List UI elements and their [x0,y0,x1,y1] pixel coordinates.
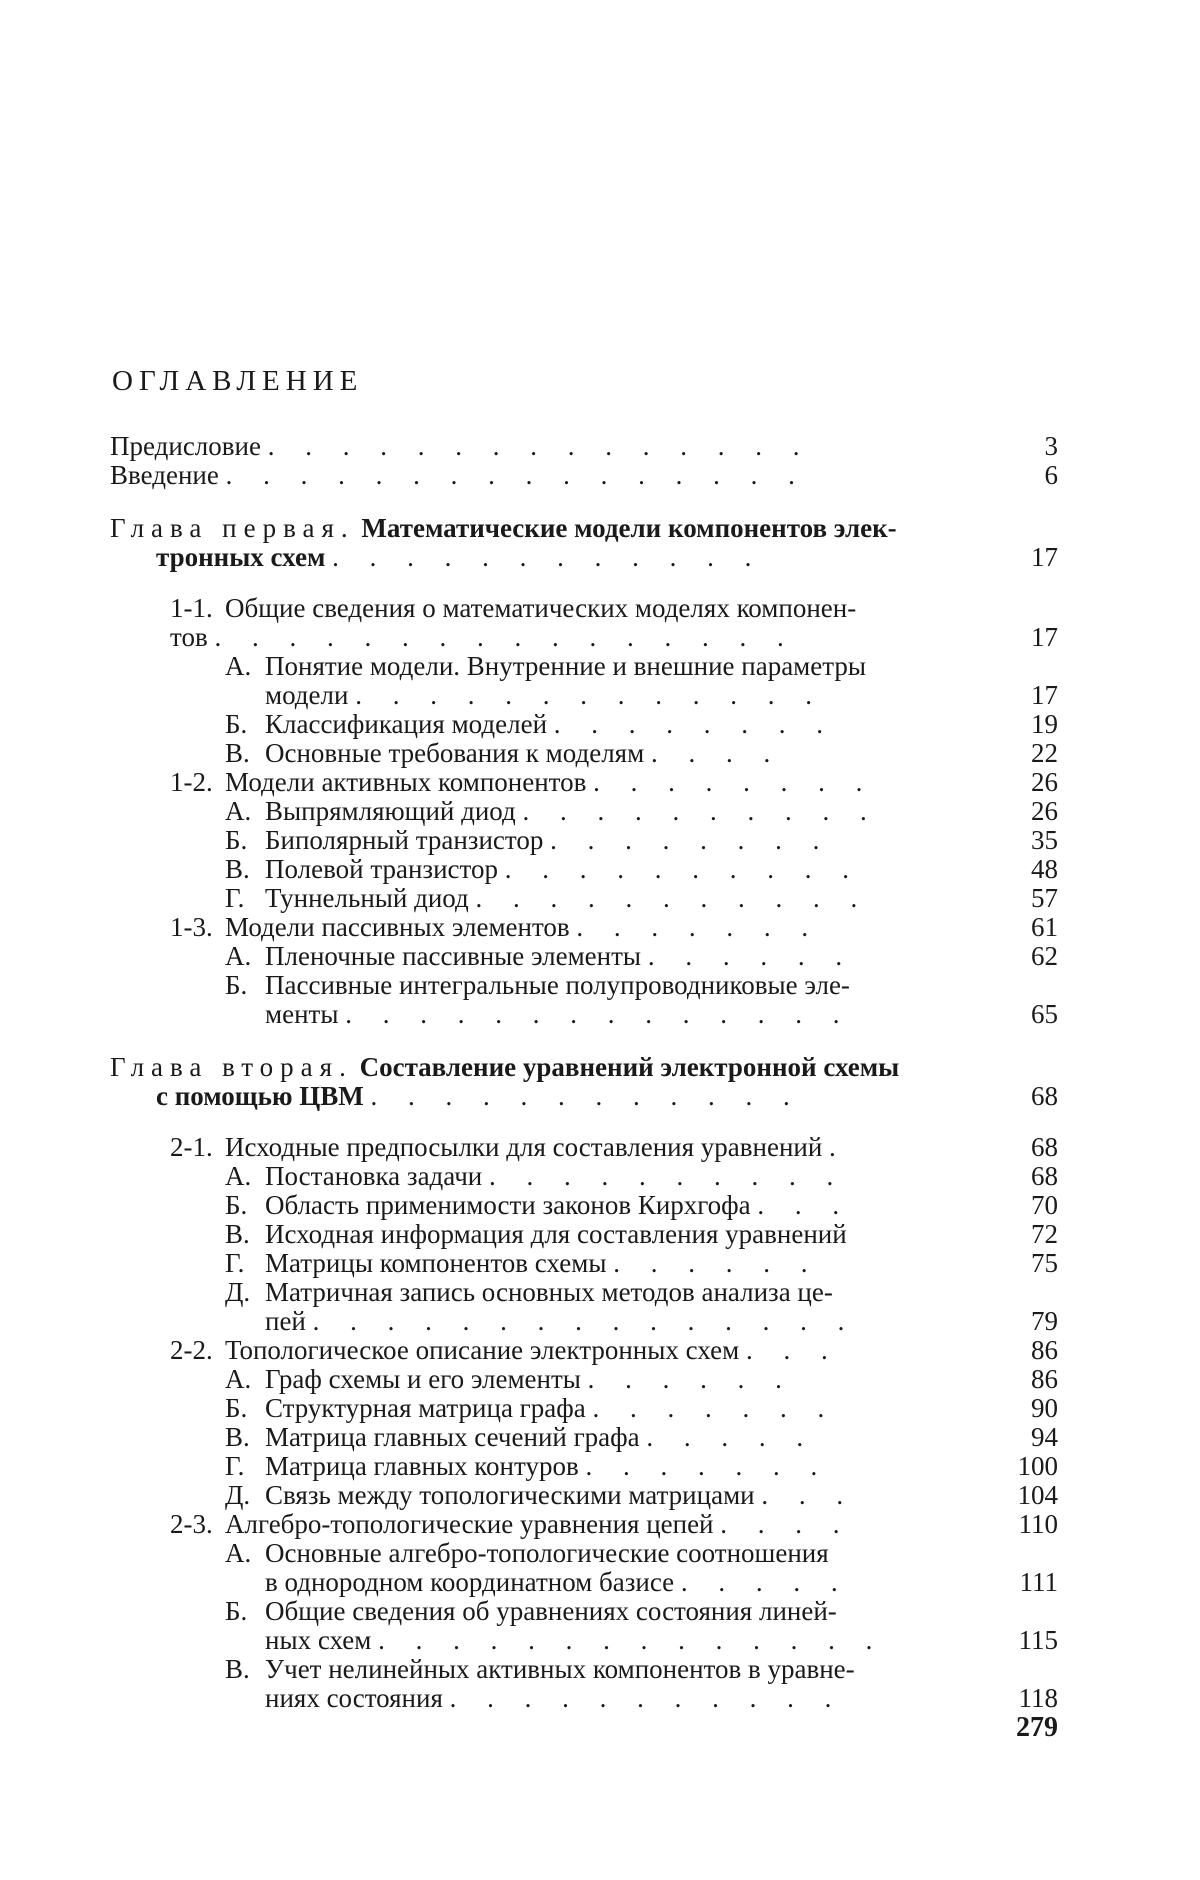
entry-text: Матрица главных сечений графа [265,1422,640,1452]
entry-page: 3 [1044,431,1058,461]
dot-leader: . . . . . . . . . . [504,854,861,884]
entry-page: 111 [1019,1567,1058,1597]
entry-text-line2: ных схем [265,1625,372,1655]
toc-entry-2-1-g [110,1249,1058,1278]
subsection-letter: А. [225,941,252,971]
toc-entry-2-2-b [110,1394,1058,1423]
subsection-letter: Б. [225,970,248,1000]
toc-entry-1-2-a [110,797,1058,826]
dot-leader: . . . . . . . . . . . . . . [378,1625,885,1655]
dot-leader: . . . . . . . . . . . . [370,1081,802,1111]
subsection-letter: Д. [225,1480,251,1510]
toc-entry-2-3-a [110,1539,1058,1597]
entry-text: Введение [110,460,219,490]
entry-page: 70 [1031,1190,1058,1220]
entry-page: 57 [1031,883,1058,913]
dot-leader: . . . . . . [587,1364,794,1394]
toc-entry-chapter-2 [110,1053,1058,1111]
entry-text-line1: Матричная запись основных методов анализа це- [265,1277,833,1307]
dot-leader: . . . . . . . . [550,825,832,855]
dot-leader: . . . . . . . [585,1451,830,1481]
subsection-letter: А. [225,1364,252,1394]
chapter-prefix: Глава вторая. [110,1052,353,1082]
toc-title: ОГЛАВЛЕНИЕ [112,365,364,397]
entry-page: 68 [1031,1132,1058,1162]
entry-page: 48 [1031,854,1058,884]
section-number: 2-1. [170,1132,213,1162]
toc-entry-introduction [110,461,1058,490]
entry-text-line1: Пассивные интегральные полупроводниковые эле- [265,970,850,1000]
section-number: 2-2. [170,1335,213,1365]
toc-entry-1-3-b [110,971,1058,1029]
section-number: 1-3. [170,912,213,942]
chapter-title-line1: Математические модели компонентов элек- [361,513,897,543]
dot-leader: . . . . . . . [576,912,821,942]
entry-page: 22 [1031,738,1058,768]
entry-text-line2: пей [265,1306,306,1336]
dot-leader: . . . . . . . [592,1393,837,1423]
entry-page: 17 [1031,542,1058,572]
entry-text: Пленочные пассивные элементы [265,941,642,971]
entry-page: 61 [1031,912,1058,942]
entry-text: Алгебро-топологические уравнения цепей [225,1509,714,1539]
toc-entry-2-3 [110,1510,1058,1539]
toc-entry-1-1-v [110,739,1058,768]
dot-leader: . . . [761,1480,856,1510]
dot-leader: . . . . . . . . . . . [475,883,870,913]
subsection-letter: А. [225,1161,252,1191]
entry-text: Основные требования к моделям [265,738,645,768]
entry-text-line1: Учет нелинейных активных компонентов в уравне- [265,1654,855,1684]
entry-text-line1: Общие сведения о математических моделях компонен- [225,593,857,623]
entry-text-line2: в однородном координатном базисе [265,1567,675,1597]
entry-text: Связь между топологическими матрицами [265,1480,755,1510]
toc-entry-2-1-b [110,1191,1058,1220]
entry-page: 19 [1031,709,1058,739]
entry-page: 104 [1017,1480,1058,1510]
subsection-letter: А. [225,1538,252,1568]
entry-text-line1: Основные алгебро-топологические соотношения [265,1538,829,1568]
entry-text: Предисловие [110,431,261,461]
subsection-letter: В. [225,1219,250,1249]
section-number: 1-1. [170,593,213,623]
entry-text: Модели пассивных элементов [225,912,570,942]
toc-entry-2-1-v [110,1220,1058,1249]
entry-text-line1: Понятие модели. Внутренние и внешние параметры [265,651,867,681]
subsection-letter: Д. [225,1277,251,1307]
entry-page: 26 [1031,796,1058,826]
entry-page: 110 [1018,1509,1058,1539]
entry-page: 75 [1031,1248,1058,1278]
dot-leader: . . . . . . . . . . [522,796,879,826]
entry-page: 68 [1031,1161,1058,1191]
dot-leader: . . . . . . . . . . . . . [355,680,824,710]
entry-page: 68 [1031,1081,1058,1111]
entry-text: Структурная матрица графа [265,1393,586,1423]
toc-entry-1-2-g [110,884,1058,913]
section-number: 1-2. [170,767,213,797]
dot-leader: . . . . [650,738,783,768]
subsection-letter: Г. [225,1451,245,1481]
entry-page: 35 [1031,825,1058,855]
entry-text: Топологическое описание электронных схем [225,1335,740,1365]
toc-entry-1-3-a [110,942,1058,971]
toc-entry-2-2-d [110,1481,1058,1510]
entry-page: 72 [1031,1219,1058,1249]
entry-page: 90 [1031,1393,1058,1423]
dot-leader: . . . . . . . . . . . . . . . . [214,622,796,652]
toc-entry-2-1-d [110,1278,1058,1336]
dot-leader: . . . . . . . . . . [488,1161,846,1191]
dot-leader: . . . [745,1335,840,1365]
entry-text: Исходные предпосылки для составления уравнений [225,1132,823,1162]
subsection-letter: В. [225,854,250,884]
toc-entry-2-2 [110,1336,1058,1365]
entry-page: 100 [1017,1451,1058,1481]
dot-leader: . . . . . [680,1567,850,1597]
entry-page: 65 [1031,999,1058,1029]
entry-text: Постановка задачи [265,1161,483,1191]
dot-leader: . . . . . . . . . . . [449,1683,844,1713]
subsection-letter: В. [225,1654,250,1684]
entry-text: Полевой транзистор [265,854,498,884]
subsection-letter: Б. [225,1596,248,1626]
dot-leader: . . . . . . . . . . . . . . . . [225,460,807,490]
entry-page: 62 [1031,941,1058,971]
dot-leader: . . . . . . . . [593,767,875,797]
toc-entry-preface [110,432,1058,461]
entry-text: Матрица главных контуров [265,1451,579,1481]
subsection-letter: Г. [225,883,245,913]
chapter-title-line1: Составление уравнений электронной схемы [359,1052,900,1082]
entry-text-line1: Общие сведения об уравнениях состояния линей- [265,1596,837,1626]
entry-text: Область применимости законов Кирхгофа [265,1190,751,1220]
toc-entry-1-1 [110,594,1058,652]
dot-leader: . . . . . . [647,941,855,971]
entry-text: Биполярный транзистор [265,825,544,855]
entry-text: Выпрямляющий диод [265,796,516,826]
dot-leader: . . . . . [646,1422,816,1452]
toc-entry-2-2-v [110,1423,1058,1452]
toc-entry-2-3-b [110,1597,1058,1655]
section-number: 2-3. [170,1509,213,1539]
toc-entry-2-2-a [110,1365,1058,1394]
dot-leader: . . . . . . . . [553,709,836,739]
toc-entry-1-2-b [110,826,1058,855]
toc-entry-2-2-g [110,1452,1058,1481]
toc-entry-2-1 [110,1133,1058,1162]
subsection-letter: А. [225,796,252,826]
toc-entry-2-1-a [110,1162,1058,1191]
entry-text-line2: тов [170,622,208,652]
entry-page: 118 [1018,1683,1058,1713]
subsection-letter: А. [225,651,252,681]
chapter-title-line2: тронных схем [156,542,326,572]
subsection-letter: Б. [225,1190,248,1220]
toc-entry-2-3-v [110,1655,1058,1713]
table-of-contents [110,432,1058,1713]
dot-leader: . . . . . . . . . . . . . . . [312,1306,857,1336]
toc-entry-1-1-b [110,710,1058,739]
page-number: 279 [1016,1712,1058,1743]
toc-entry-chapter-1 [110,514,1058,572]
entry-page: 86 [1031,1335,1058,1365]
entry-page: 115 [1018,1625,1058,1655]
entry-page: 6 [1044,460,1058,490]
entry-text-line2: менты [265,999,339,1029]
entry-text: Исходная информация для составления уравнений [265,1219,847,1249]
entry-page: 94 [1031,1422,1058,1452]
entry-text: Граф схемы и его элементы [265,1364,581,1394]
dot-leader: . . . . . . . . . . . . . . [345,999,852,1029]
subsection-letter: Б. [225,709,248,739]
subsection-letter: Г. [225,1248,245,1278]
dot-leader: . . . . . . . . . . . . [332,542,764,572]
dot-leader: . . . . . . [613,1248,820,1278]
entry-text: Классификация моделей [265,709,548,739]
entry-text-line2: модели [265,680,349,710]
subsection-letter: Б. [225,1393,248,1423]
toc-entry-1-2-v [110,855,1058,884]
dot-leader: . . . [757,1190,852,1220]
subsection-letter: Б. [225,825,248,855]
chapter-title-line2: с помощью ЦВМ [156,1081,364,1111]
subsection-letter: В. [225,738,250,768]
dot-leader: . . . . . . . . . . . . . . . [267,431,812,461]
entry-text: Матрицы компонентов схемы [265,1248,607,1278]
toc-entry-1-2 [110,768,1058,797]
chapter-prefix: Глава первая. [110,513,355,543]
entry-page: 79 [1031,1306,1058,1336]
dot-leader: . . . . [720,1509,852,1539]
entry-page: 17 [1031,680,1058,710]
entry-page: 86 [1031,1364,1058,1394]
dot-leader: . [829,1132,848,1162]
toc-entry-1-1-a [110,652,1058,710]
subsection-letter: В. [225,1422,250,1452]
toc-entry-1-3 [110,913,1058,942]
entry-text-line2: ниях состояния [265,1683,443,1713]
entry-page: 26 [1031,767,1058,797]
entry-text: Модели активных компонентов [225,767,587,797]
entry-text: Туннельный диод [265,883,469,913]
entry-page: 17 [1031,622,1058,652]
